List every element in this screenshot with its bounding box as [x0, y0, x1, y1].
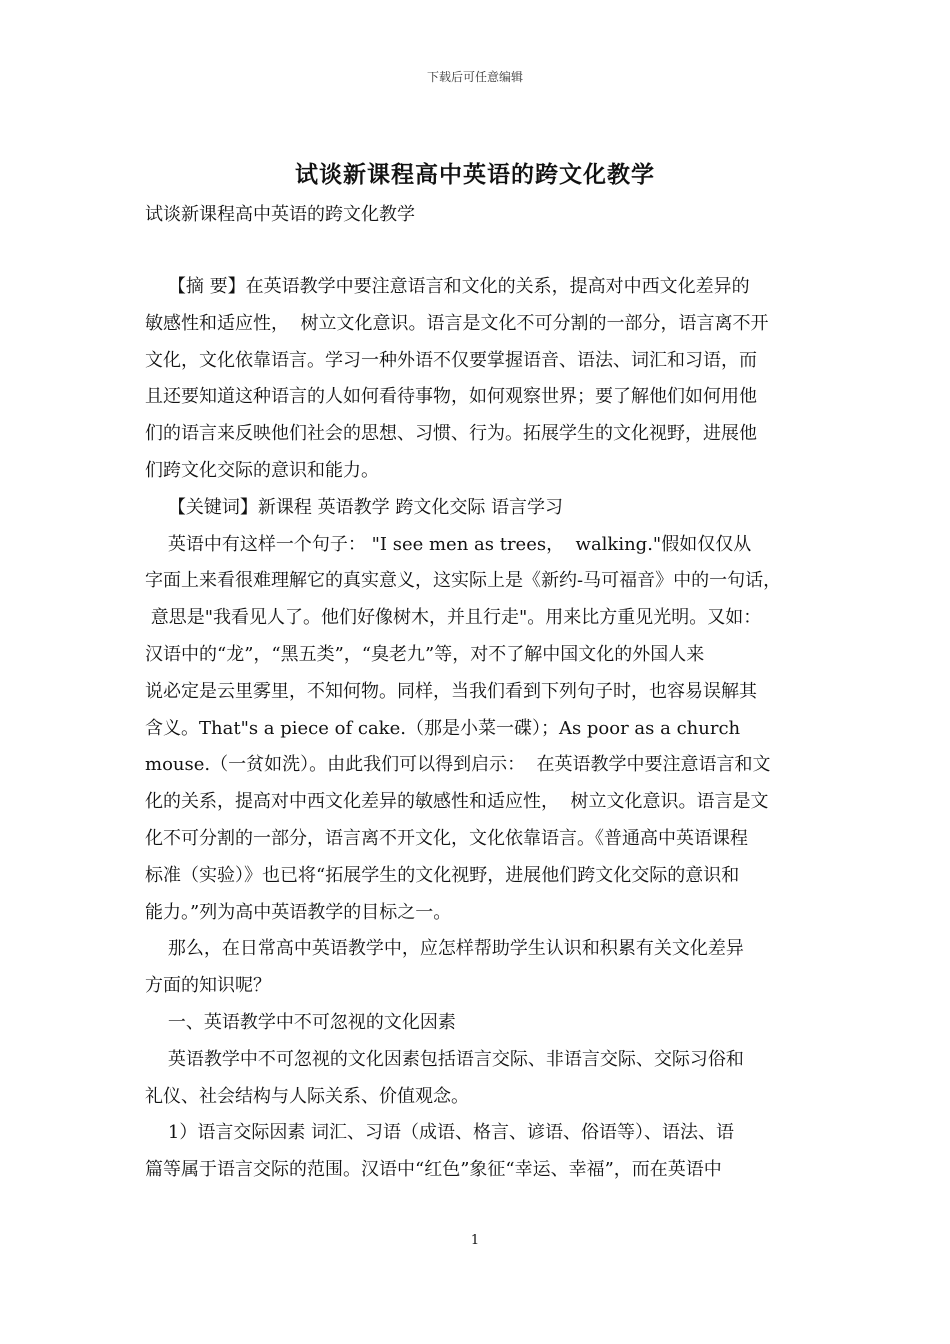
body-line: 【关键词】新课程 英语教学 跨文化交际 语言学习	[145, 496, 564, 518]
body-line: 标准（实验）》也已将“拓展学生的文化视野，进展他们跨文化交际的意识和	[145, 864, 740, 886]
body-line: 敏感性和适应性， 树立文化意识。语言是文化不可分割的一部分，语言离不开	[145, 312, 769, 334]
body-line: 文化，文化依靠语言。学习一种外语不仅要掌握语音、语法、词汇和习语，而	[145, 349, 757, 371]
body-line: mouse.（一贫如洗）。由此我们可以得到启示： 在英语教学中要注意语言和文	[145, 754, 771, 776]
body-line: 化不可分割的一部分，语言离不开文化，文化依靠语言。《普通高中英语课程	[145, 827, 748, 849]
body-line: 字面上来看很难理解它的真实意义，这实际上是《新约-马可福音》中的一句话，	[145, 570, 782, 592]
body-line: 们的语言来反映他们社会的思想、习惯、行为。拓展学生的文化视野，进展他	[145, 423, 757, 445]
body-line: 英语中有这样一个句子： "I see men as trees， walking."假如仅仅从	[145, 533, 752, 555]
body-line: 方面的知识呢？	[145, 975, 271, 997]
body-line: 含义。That"s a piece of cake.（那是小菜一碟）；As poor as a church	[145, 717, 741, 739]
body-line: 篇等属于语言交际的范围。汉语中“红色”象征“幸运、幸福”，而在英语中	[145, 1159, 722, 1181]
body-line: 意思是"我看见人了。他们好像树木，并且行走"。用来比方重见光明。又如：	[145, 607, 762, 629]
body-line: 礼仪、社会结构与人际关系、价值观念。	[145, 1085, 469, 1107]
body-line: 英语教学中不可忽视的文化因素包括语言交际、非语言交际、交际习俗和	[145, 1048, 744, 1070]
body-line: 那么，在日常高中英语教学中，应怎样帮助学生认识和积累有关文化差异	[145, 938, 744, 960]
document-title: 试谈新课程高中英语的跨文化教学	[295, 161, 655, 188]
document-subtitle: 试谈新课程高中英语的跨文化教学	[145, 204, 415, 225]
header-note: 下载后可任意编辑	[426, 70, 523, 84]
body-line: 一、英语教学中不可忽视的文化因素	[145, 1011, 456, 1033]
body-line: 化的关系，提高对中西文化差异的敏感性和适应性， 树立文化意识。语言是文	[145, 791, 769, 813]
body-line: 能力。”列为高中英语教学的目标之一。	[145, 901, 452, 923]
body-line: 且还要知道这种语言的人如何看待事物，如何观察世界；要了解他们如何用他	[145, 386, 757, 408]
document-body	[145, 269, 807, 1189]
body-line: 1）语言交际因素 词汇、习语（成语、格言、谚语、俗语等）、语法、语	[145, 1122, 735, 1144]
body-line: 们跨文化交际的意识和能力。	[145, 459, 379, 481]
body-line: 说必定是云里雾里，不知何物。同样，当我们看到下列句子时，也容易误解其	[145, 680, 757, 702]
body-line: 【摘 要】在英语教学中要注意语言和文化的关系，提高对中西文化差异的	[145, 276, 750, 297]
page-number: 1	[470, 1233, 480, 1248]
body-line: 汉语中的“龙”，“黑五类”，“臭老九”等，对不了解中国文化的外国人来	[145, 643, 705, 665]
